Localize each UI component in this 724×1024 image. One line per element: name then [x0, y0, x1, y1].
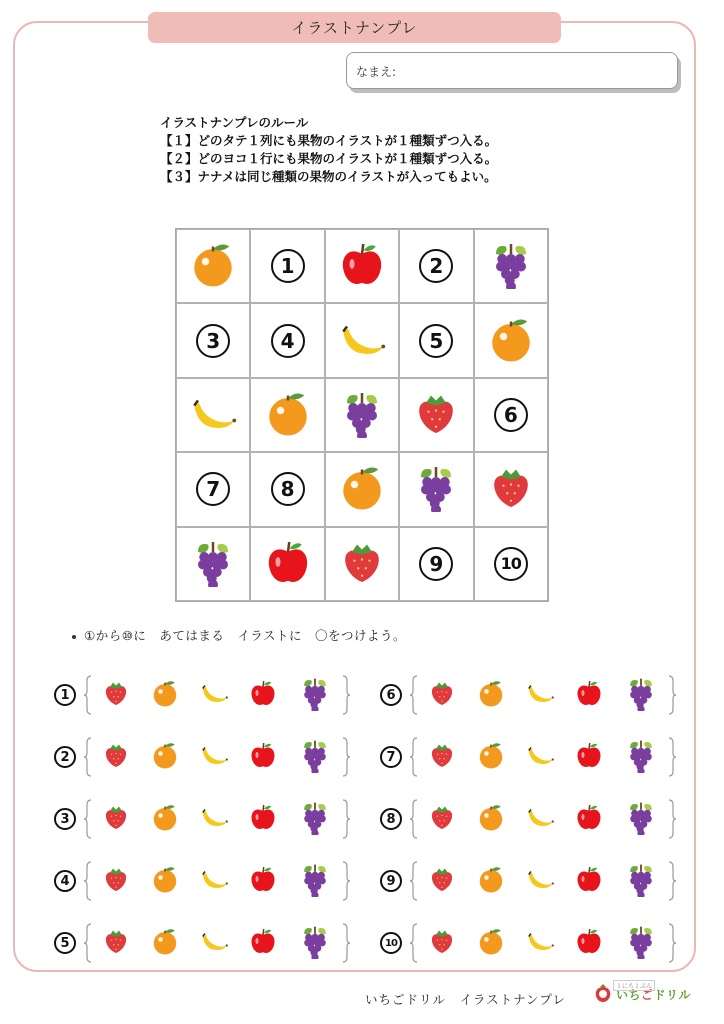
rules-section	[160, 114, 497, 186]
choice-8-grape-option[interactable]	[623, 799, 659, 839]
grid-cell-1-5	[474, 229, 548, 303]
grape-icon	[411, 462, 461, 516]
logo	[594, 983, 691, 1003]
choice-8-strawberry-option[interactable]	[427, 802, 457, 836]
apple-icon	[263, 537, 313, 591]
choice-10-strawberry-option[interactable]	[427, 926, 457, 960]
grid-cell-blank-7[interactable]	[176, 452, 250, 526]
page-title: イラストナンプレ	[148, 12, 561, 43]
grid-cell-5-3	[325, 527, 399, 601]
blank-number-10: 10	[494, 547, 528, 581]
choice-options	[418, 799, 668, 839]
choice-2-strawberry-option[interactable]	[101, 740, 131, 774]
choice-6-orange-option[interactable]	[476, 678, 506, 712]
choice-number-6: 6	[380, 684, 402, 706]
grid-cell-2-5	[474, 303, 548, 377]
orange-icon	[188, 239, 238, 293]
left-brace-icon	[410, 675, 418, 715]
choice-7-apple-option[interactable]	[574, 740, 604, 774]
blank-number-8: 8	[271, 472, 305, 506]
grid-cell-blank-9[interactable]	[399, 527, 473, 601]
choice-options	[92, 737, 342, 777]
choice-4-strawberry-option[interactable]	[101, 864, 131, 898]
choice-9-apple-option[interactable]	[574, 864, 604, 898]
grid-cell-blank-4[interactable]	[250, 303, 324, 377]
choice-number-2: 2	[54, 746, 76, 768]
grid-cell-blank-2[interactable]	[399, 229, 473, 303]
grid-cell-blank-6[interactable]	[474, 378, 548, 452]
right-brace-icon	[668, 675, 676, 715]
choice-3-banana-option[interactable]	[199, 802, 229, 836]
choice-5-strawberry-option[interactable]	[101, 926, 131, 960]
blank-number-2: 2	[419, 249, 453, 283]
grid-cell-blank-5[interactable]	[399, 303, 473, 377]
left-brace-icon	[410, 861, 418, 901]
grid-cell-3-4	[399, 378, 473, 452]
grid-cell-blank-3[interactable]	[176, 303, 250, 377]
rule-1: 【１】どのタテ１列にも果物のイラストが１種類ずつ入る。	[160, 133, 498, 148]
choice-7-orange-option[interactable]	[476, 740, 506, 774]
choices-right-column	[380, 664, 676, 974]
choice-9-strawberry-option[interactable]	[427, 864, 457, 898]
choice-8-banana-option[interactable]	[525, 802, 555, 836]
choice-number-5: 5	[54, 932, 76, 954]
grid-cell-4-5	[474, 452, 548, 526]
choices-left-column	[54, 664, 350, 974]
choice-2-grape-option[interactable]	[297, 737, 333, 777]
banana-icon	[337, 314, 387, 368]
choice-number-9: 9	[380, 870, 402, 892]
choice-1-grape-option[interactable]	[297, 675, 333, 715]
instruction	[72, 626, 406, 644]
choice-2-apple-option[interactable]	[248, 740, 278, 774]
right-brace-icon	[342, 923, 350, 963]
choice-options	[418, 923, 668, 963]
choice-number-3: 3	[54, 808, 76, 830]
choice-row-10	[380, 912, 676, 974]
grid-cell-3-2	[250, 378, 324, 452]
choice-1-apple-option[interactable]	[248, 678, 278, 712]
blank-number-9: 9	[419, 547, 453, 581]
choice-options	[418, 675, 668, 715]
choice-number-8: 8	[380, 808, 402, 830]
choice-1-banana-option[interactable]	[199, 678, 229, 712]
blank-number-6: 6	[494, 398, 528, 432]
choice-3-apple-option[interactable]	[248, 802, 278, 836]
grid-cell-blank-1[interactable]	[250, 229, 324, 303]
grape-icon	[486, 239, 536, 293]
choice-10-apple-option[interactable]	[574, 926, 604, 960]
choice-2-banana-option[interactable]	[199, 740, 229, 774]
choice-5-apple-option[interactable]	[248, 926, 278, 960]
left-brace-icon	[410, 923, 418, 963]
choice-row-6	[380, 664, 676, 726]
choice-number-4: 4	[54, 870, 76, 892]
choice-10-banana-option[interactable]	[525, 926, 555, 960]
strawberry-icon	[486, 462, 536, 516]
grid-cell-blank-10[interactable]	[474, 527, 548, 601]
choice-4-orange-option[interactable]	[150, 864, 180, 898]
choice-options	[418, 861, 668, 901]
choice-6-apple-option[interactable]	[574, 678, 604, 712]
choice-1-orange-option[interactable]	[150, 678, 180, 712]
banana-icon	[188, 388, 238, 442]
grid-cell-2-3	[325, 303, 399, 377]
choice-options	[418, 737, 668, 777]
footer-text: いちごドリル イラストナンプレ	[365, 992, 567, 1007]
left-brace-icon	[84, 799, 92, 839]
choice-8-apple-option[interactable]	[574, 802, 604, 836]
right-brace-icon	[342, 799, 350, 839]
puzzle-grid	[175, 228, 549, 602]
strawberry-icon	[411, 388, 461, 442]
choice-10-orange-option[interactable]	[476, 926, 506, 960]
left-brace-icon	[410, 737, 418, 777]
choice-row-8	[380, 788, 676, 850]
left-brace-icon	[84, 923, 92, 963]
choice-3-grape-option[interactable]	[297, 799, 333, 839]
choice-row-9	[380, 850, 676, 912]
instruction-text: ①から⑩に あてはまる イラストに 〇をつけよう。	[84, 628, 407, 643]
choice-7-grape-option[interactable]	[623, 737, 659, 777]
choice-number-7: 7	[380, 746, 402, 768]
choice-options	[92, 799, 342, 839]
grid-cell-3-3	[325, 378, 399, 452]
strawberry-logo-icon	[594, 983, 612, 1003]
grape-icon	[188, 537, 238, 591]
grid-cell-4-3	[325, 452, 399, 526]
grid-cell-5-2	[250, 527, 324, 601]
choice-6-strawberry-option[interactable]	[427, 678, 457, 712]
apple-icon	[337, 239, 387, 293]
rules-heading: イラストナンプレのルール	[160, 115, 309, 130]
choice-6-grape-option[interactable]	[623, 675, 659, 715]
right-brace-icon	[342, 737, 350, 777]
logo-text: いちごドリル	[616, 988, 692, 1002]
left-brace-icon	[410, 799, 418, 839]
grid-cell-1-1	[176, 229, 250, 303]
choice-row-5	[54, 912, 350, 974]
choice-3-strawberry-option[interactable]	[101, 802, 131, 836]
name-field[interactable]	[346, 52, 678, 89]
choice-number-1: 1	[54, 684, 76, 706]
blank-number-4: 4	[271, 324, 305, 358]
logo-subtitle: １にち１ぷん	[613, 980, 655, 991]
blank-number-5: 5	[419, 324, 453, 358]
choice-4-grape-option[interactable]	[297, 861, 333, 901]
grid-cell-4-4	[399, 452, 473, 526]
choice-4-apple-option[interactable]	[248, 864, 278, 898]
orange-icon	[263, 388, 313, 442]
choice-number-10: 10	[380, 932, 402, 954]
right-brace-icon	[668, 799, 676, 839]
choice-5-orange-option[interactable]	[150, 926, 180, 960]
right-brace-icon	[668, 923, 676, 963]
choice-6-banana-option[interactable]	[525, 678, 555, 712]
choice-row-7	[380, 726, 676, 788]
choice-2-orange-option[interactable]	[150, 740, 180, 774]
choice-4-banana-option[interactable]	[199, 864, 229, 898]
right-brace-icon	[668, 737, 676, 777]
grid-cell-5-1	[176, 527, 250, 601]
choice-9-banana-option[interactable]	[525, 864, 555, 898]
orange-icon	[337, 462, 387, 516]
choice-row-1	[54, 664, 350, 726]
choice-options	[92, 861, 342, 901]
orange-icon	[486, 314, 536, 368]
grid-cell-blank-8[interactable]	[250, 452, 324, 526]
choice-row-4	[54, 850, 350, 912]
rule-3: 【３】ナナメは同じ種類の果物のイラストが入ってもよい。	[160, 169, 497, 184]
choice-1-strawberry-option[interactable]	[101, 678, 131, 712]
right-brace-icon	[342, 861, 350, 901]
choice-row-3	[54, 788, 350, 850]
choice-8-orange-option[interactable]	[476, 802, 506, 836]
bullet-icon	[72, 635, 76, 639]
choice-9-grape-option[interactable]	[623, 861, 659, 901]
choice-7-strawberry-option[interactable]	[427, 740, 457, 774]
choice-3-orange-option[interactable]	[150, 802, 180, 836]
grid-cell-1-3	[325, 229, 399, 303]
blank-number-7: 7	[196, 472, 230, 506]
choice-5-banana-option[interactable]	[199, 926, 229, 960]
right-brace-icon	[342, 675, 350, 715]
choice-5-grape-option[interactable]	[297, 923, 333, 963]
right-brace-icon	[668, 861, 676, 901]
choice-row-2	[54, 726, 350, 788]
choice-9-orange-option[interactable]	[476, 864, 506, 898]
left-brace-icon	[84, 861, 92, 901]
grid-cell-3-1	[176, 378, 250, 452]
blank-number-3: 3	[196, 324, 230, 358]
choice-options	[92, 923, 342, 963]
choice-10-grape-option[interactable]	[623, 923, 659, 963]
left-brace-icon	[84, 737, 92, 777]
rule-2: 【２】どのヨコ１行にも果物のイラストが１種類ずつ入る。	[160, 151, 498, 166]
choice-7-banana-option[interactable]	[525, 740, 555, 774]
grape-icon	[337, 388, 387, 442]
strawberry-icon	[337, 537, 387, 591]
blank-number-1: 1	[271, 249, 305, 283]
left-brace-icon	[84, 675, 92, 715]
name-label: なまえ:	[356, 65, 397, 79]
choice-options	[92, 675, 342, 715]
